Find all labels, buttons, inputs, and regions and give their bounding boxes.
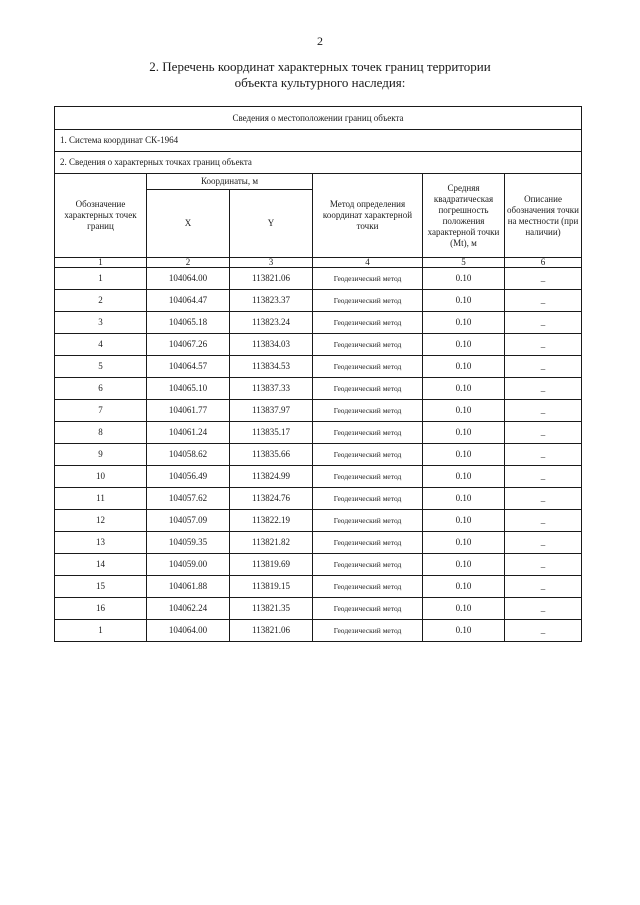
cell-description xyxy=(505,466,582,488)
cell-x xyxy=(147,422,230,444)
cell-y-text: 113821.82 xyxy=(252,537,290,547)
cell-method xyxy=(313,532,423,554)
table-row xyxy=(55,400,582,422)
header-accuracy: Средняя квадратическая погрешность положения характерной точки (Mt), м xyxy=(423,174,505,258)
table-row xyxy=(55,422,582,444)
cell-y-text: 113821.06 xyxy=(252,273,290,283)
table-row xyxy=(55,334,582,356)
cell-description xyxy=(505,598,582,620)
header-point: Обозначение характерных точек границ xyxy=(55,174,147,258)
cell-description xyxy=(505,290,582,312)
cell-x xyxy=(147,444,230,466)
cell-method-text: Геодезический метод xyxy=(333,383,402,393)
cell-accuracy xyxy=(423,488,505,510)
cell-description-text: – xyxy=(540,342,546,352)
cell-y xyxy=(230,576,313,598)
cell-method-text: Геодезический метод xyxy=(333,361,402,371)
cell-y-text: 113834.53 xyxy=(252,361,290,371)
cell-x xyxy=(147,554,230,576)
cell-method-text: Геодезический метод xyxy=(333,603,402,613)
cell-method-text: Геодезический метод xyxy=(333,493,402,503)
cell-description-text: – xyxy=(540,540,546,550)
cell-point-text: 7 xyxy=(98,405,103,415)
column-number-4: 4 xyxy=(313,258,423,268)
table-row xyxy=(55,444,582,466)
cell-point xyxy=(55,400,147,422)
cell-x-text: 104064.00 xyxy=(168,273,208,283)
cell-point xyxy=(55,598,147,620)
table-row xyxy=(55,312,582,334)
cell-accuracy-text: 0.10 xyxy=(455,317,472,327)
cell-y xyxy=(230,334,313,356)
cell-point xyxy=(55,532,147,554)
cell-x xyxy=(147,576,230,598)
cell-y-text: 113823.24 xyxy=(252,317,290,327)
cell-y-text: 113835.17 xyxy=(252,427,290,437)
cell-accuracy-text: 0.10 xyxy=(455,273,472,283)
cell-method xyxy=(313,510,423,532)
cell-y-text: 113821.35 xyxy=(252,603,290,613)
cell-x-text: 104064.57 xyxy=(168,361,208,371)
cell-point xyxy=(55,444,147,466)
cell-x xyxy=(147,466,230,488)
cell-accuracy-text: 0.10 xyxy=(455,559,472,569)
cell-method xyxy=(313,334,423,356)
cell-y xyxy=(230,598,313,620)
cell-description xyxy=(505,356,582,378)
cell-x-text: 104056.49 xyxy=(168,471,208,481)
cell-y xyxy=(230,510,313,532)
column-number-2: 2 xyxy=(147,258,230,268)
cell-accuracy xyxy=(423,378,505,400)
cell-method-text: Геодезический метод xyxy=(333,449,402,459)
cell-description-text: – xyxy=(540,628,546,638)
cell-description-text: – xyxy=(540,518,546,528)
cell-point-text: 2 xyxy=(98,295,103,305)
cell-y-text: 113835.66 xyxy=(252,449,290,459)
cell-method xyxy=(313,444,423,466)
cell-y-text: 113837.97 xyxy=(252,405,290,415)
cell-point-text: 5 xyxy=(98,361,103,371)
cell-point-text: 11 xyxy=(96,493,105,503)
column-number-3: 3 xyxy=(230,258,313,268)
header-method: Метод определения координат характерной точки xyxy=(313,174,423,258)
cell-description xyxy=(505,422,582,444)
table-row xyxy=(55,488,582,510)
cell-y-text: 113834.03 xyxy=(252,339,290,349)
cell-method xyxy=(313,466,423,488)
cell-description xyxy=(505,268,582,290)
cell-accuracy-text: 0.10 xyxy=(455,493,472,503)
table-row xyxy=(55,620,582,642)
cell-accuracy-text: 0.10 xyxy=(455,537,472,547)
cell-y xyxy=(230,444,313,466)
cell-accuracy-text: 0.10 xyxy=(455,449,472,459)
cell-x-text: 104058.62 xyxy=(168,449,208,459)
cell-method xyxy=(313,400,423,422)
cell-method xyxy=(313,576,423,598)
coordinates-table xyxy=(54,106,582,642)
cell-y xyxy=(230,488,313,510)
cell-point-text: 3 xyxy=(98,317,103,327)
cell-point-text: 4 xyxy=(98,339,103,349)
cell-point xyxy=(55,378,147,400)
cell-x xyxy=(147,532,230,554)
cell-description-text: – xyxy=(540,276,546,286)
cell-x xyxy=(147,488,230,510)
cell-accuracy xyxy=(423,510,505,532)
cell-point xyxy=(55,620,147,642)
cell-accuracy xyxy=(423,312,505,334)
document-title-line-1: 2. Перечень координат характерных точек границ территории xyxy=(149,59,491,74)
cell-point-text: 16 xyxy=(96,603,105,613)
table-row xyxy=(55,356,582,378)
cell-x-text: 104057.09 xyxy=(168,515,208,525)
cell-x xyxy=(147,334,230,356)
cell-y xyxy=(230,400,313,422)
cell-method-text: Геодезический метод xyxy=(333,295,402,305)
cell-x-text: 104061.88 xyxy=(168,581,208,591)
cell-description xyxy=(505,378,582,400)
table-row xyxy=(55,268,582,290)
cell-accuracy-text: 0.10 xyxy=(455,405,472,415)
header-y: Y xyxy=(230,190,313,258)
coordinate-system-row: 1. Система координат СК-1964 xyxy=(55,130,582,152)
cell-y xyxy=(230,312,313,334)
cell-y xyxy=(230,554,313,576)
cell-y-text: 113822.19 xyxy=(252,515,290,525)
cell-y-text: 113819.69 xyxy=(252,559,290,569)
cell-x-text: 104057.62 xyxy=(168,493,208,503)
cell-description xyxy=(505,334,582,356)
cell-accuracy-text: 0.10 xyxy=(455,339,472,349)
cell-accuracy-text: 0.10 xyxy=(455,295,472,305)
cell-description xyxy=(505,532,582,554)
cell-x xyxy=(147,378,230,400)
table-row xyxy=(55,290,582,312)
cell-description-text: – xyxy=(540,584,546,594)
cell-description xyxy=(505,312,582,334)
cell-method xyxy=(313,290,423,312)
cell-method-text: Геодезический метод xyxy=(333,427,402,437)
cell-point xyxy=(55,466,147,488)
cell-accuracy xyxy=(423,466,505,488)
cell-y-text: 113824.99 xyxy=(252,471,290,481)
cell-method-text: Геодезический метод xyxy=(333,317,402,327)
cell-method xyxy=(313,554,423,576)
cell-accuracy xyxy=(423,598,505,620)
document-title-line-2: объекта культурного наследия: xyxy=(234,75,406,90)
cell-point xyxy=(55,554,147,576)
cell-point-text: 1 xyxy=(98,625,103,635)
header-description: Описание обозначения точки на местности (при наличии) xyxy=(505,174,582,258)
cell-accuracy xyxy=(423,290,505,312)
cell-x xyxy=(147,510,230,532)
cell-accuracy-text: 0.10 xyxy=(455,471,472,481)
cell-point xyxy=(55,312,147,334)
cell-accuracy xyxy=(423,400,505,422)
cell-point-text: 1 xyxy=(98,273,103,283)
cell-point xyxy=(55,488,147,510)
cell-accuracy xyxy=(423,554,505,576)
cell-x xyxy=(147,356,230,378)
table-row xyxy=(55,554,582,576)
cell-method xyxy=(313,268,423,290)
column-number-1: 1 xyxy=(55,258,147,268)
cell-point-text: 8 xyxy=(98,427,103,437)
cell-x-text: 104065.10 xyxy=(168,383,208,393)
table-row xyxy=(55,510,582,532)
cell-description-text: – xyxy=(540,452,546,462)
cell-method-text: Геодезический метод xyxy=(333,581,402,591)
cell-y xyxy=(230,532,313,554)
cell-point xyxy=(55,334,147,356)
cell-method xyxy=(313,620,423,642)
cell-point-text: 13 xyxy=(96,537,105,547)
cell-point-text: 10 xyxy=(96,471,105,481)
cell-description-text: – xyxy=(540,298,546,308)
cell-description-text: – xyxy=(540,386,546,396)
cell-description xyxy=(505,488,582,510)
cell-description-text: – xyxy=(540,474,546,484)
cell-x-text: 104061.77 xyxy=(168,405,208,415)
cell-x-text: 104064.47 xyxy=(168,295,208,305)
cell-method xyxy=(313,378,423,400)
cell-point xyxy=(55,356,147,378)
cell-y xyxy=(230,422,313,444)
cell-method-text: Геодезический метод xyxy=(333,559,402,569)
cell-description-text: – xyxy=(540,430,546,440)
cell-accuracy xyxy=(423,334,505,356)
cell-accuracy-text: 0.10 xyxy=(455,625,472,635)
cell-y xyxy=(230,466,313,488)
cell-description xyxy=(505,510,582,532)
cell-y-text: 113837.33 xyxy=(252,383,290,393)
cell-point-text: 15 xyxy=(96,581,105,591)
page-number: 2 xyxy=(317,34,323,48)
header-coordinates: Координаты, м xyxy=(147,174,313,190)
document-title xyxy=(100,59,540,91)
table-row xyxy=(55,532,582,554)
cell-description-text: – xyxy=(540,562,546,572)
cell-y-text: 113821.06 xyxy=(252,625,290,635)
cell-method-text: Геодезический метод xyxy=(333,515,402,525)
cell-x-text: 104064.00 xyxy=(168,625,208,635)
cell-y xyxy=(230,268,313,290)
cell-accuracy-text: 0.10 xyxy=(455,383,472,393)
cell-description-text: – xyxy=(540,408,546,418)
cell-point-text: 12 xyxy=(96,515,105,525)
cell-method xyxy=(313,312,423,334)
table-row xyxy=(55,466,582,488)
cell-description-text: – xyxy=(540,496,546,506)
cell-x xyxy=(147,312,230,334)
cell-description xyxy=(505,620,582,642)
cell-method xyxy=(313,356,423,378)
cell-description xyxy=(505,576,582,598)
cell-y-text: 113819.15 xyxy=(252,581,290,591)
cell-y-text: 113823.37 xyxy=(252,295,290,305)
cell-accuracy xyxy=(423,422,505,444)
cell-accuracy xyxy=(423,268,505,290)
cell-accuracy-text: 0.10 xyxy=(455,515,472,525)
cell-accuracy xyxy=(423,576,505,598)
cell-description-text: – xyxy=(540,320,546,330)
cell-accuracy-text: 0.10 xyxy=(455,581,472,591)
cell-x-text: 104062.24 xyxy=(168,603,208,613)
column-number-6: 6 xyxy=(505,258,582,268)
cell-description-text: – xyxy=(540,364,546,374)
cell-point xyxy=(55,576,147,598)
cell-description xyxy=(505,554,582,576)
cell-description-text: – xyxy=(540,606,546,616)
cell-method-text: Геодезический метод xyxy=(333,405,402,415)
cell-point xyxy=(55,290,147,312)
cell-accuracy xyxy=(423,620,505,642)
cell-accuracy xyxy=(423,532,505,554)
cell-x xyxy=(147,400,230,422)
cell-accuracy xyxy=(423,356,505,378)
table-caption: Сведения о местоположении границ объекта xyxy=(55,107,582,130)
cell-y xyxy=(230,378,313,400)
cell-method-text: Геодезический метод xyxy=(333,339,402,349)
cell-method xyxy=(313,422,423,444)
cell-x xyxy=(147,268,230,290)
cell-accuracy-text: 0.10 xyxy=(455,361,472,371)
cell-x-text: 104061.24 xyxy=(168,427,208,437)
cell-x-text: 104067.26 xyxy=(168,339,208,349)
cell-description xyxy=(505,444,582,466)
cell-description xyxy=(505,400,582,422)
cell-method-text: Геодезический метод xyxy=(333,625,402,635)
cell-accuracy-text: 0.10 xyxy=(455,603,472,613)
cell-x xyxy=(147,598,230,620)
cell-method-text: Геодезический метод xyxy=(333,471,402,481)
cell-x-text: 104059.35 xyxy=(168,537,208,547)
column-number-5: 5 xyxy=(423,258,505,268)
cell-point xyxy=(55,422,147,444)
cell-method xyxy=(313,598,423,620)
table-row xyxy=(55,598,582,620)
cell-method-text: Геодезический метод xyxy=(333,273,402,283)
cell-point xyxy=(55,510,147,532)
cell-method xyxy=(313,488,423,510)
cell-x xyxy=(147,290,230,312)
boundary-points-section-row: 2. Сведения о характерных точках границ объекта xyxy=(55,152,582,174)
cell-x-text: 104059.00 xyxy=(168,559,208,569)
cell-y xyxy=(230,290,313,312)
cell-point-text: 14 xyxy=(96,559,105,569)
cell-point-text: 9 xyxy=(98,449,103,459)
cell-accuracy-text: 0.10 xyxy=(455,427,472,437)
cell-y-text: 113824.76 xyxy=(252,493,290,503)
cell-accuracy xyxy=(423,444,505,466)
header-x: X xyxy=(147,190,230,258)
cell-y xyxy=(230,356,313,378)
cell-y xyxy=(230,620,313,642)
cell-point xyxy=(55,268,147,290)
cell-x-text: 104065.18 xyxy=(168,317,208,327)
cell-x xyxy=(147,620,230,642)
table-row xyxy=(55,378,582,400)
cell-point-text: 6 xyxy=(98,383,103,393)
table-row xyxy=(55,576,582,598)
cell-method-text: Геодезический метод xyxy=(333,537,402,547)
